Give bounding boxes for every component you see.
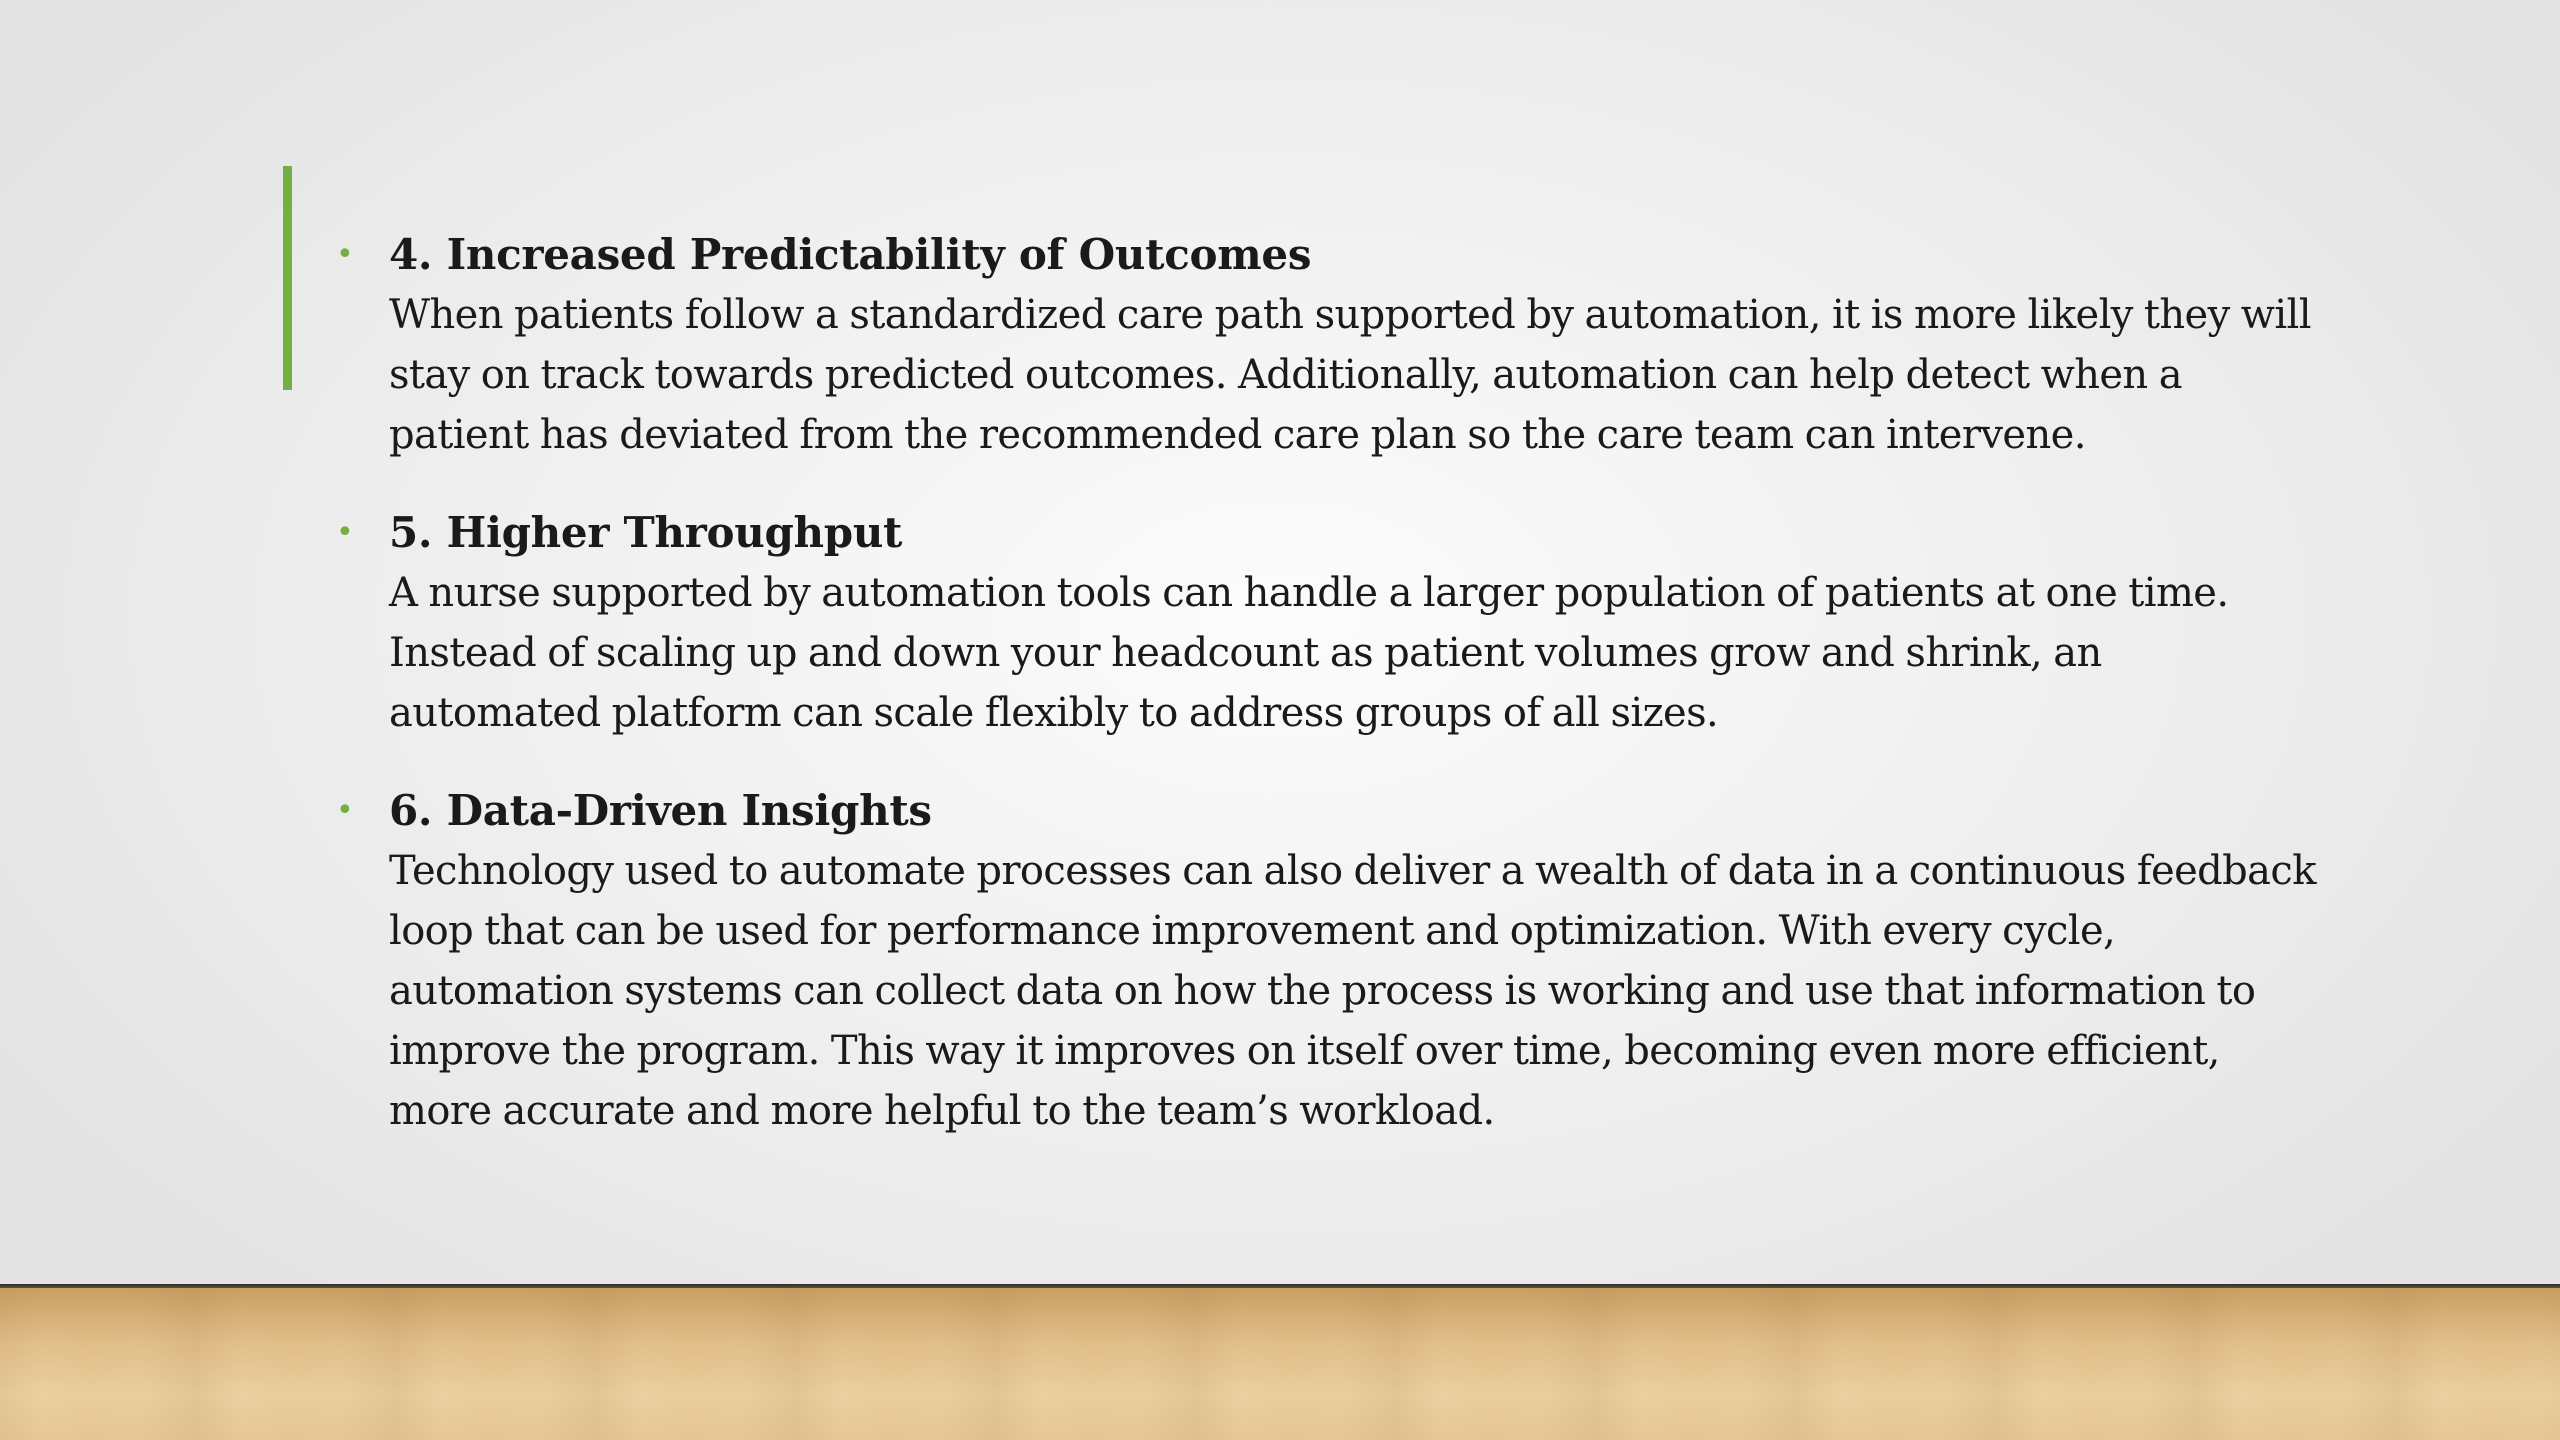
list-item: [336, 225, 2316, 465]
bullet-icon: •: [336, 515, 354, 550]
item-title: 6. Data-Driven Insights: [389, 786, 932, 835]
item-body: Technology used to automate processes can also deliver a wealth of data in a continuous feedback loop that can be used for performance improvement and optimization. With every cycle, automation systems can collect data on how the process is working and use that information to improve the program. This way it improves on itself over time, becoming even more efficient, more accurate and more helpful to the team’s workload.: [389, 848, 2316, 1134]
list-item: [336, 781, 2316, 1141]
accent-bar: [283, 166, 292, 390]
bullet-icon: •: [336, 793, 354, 828]
list-item: [336, 503, 2316, 743]
bullet-list: [336, 225, 2316, 1179]
wood-floor-background: [0, 1288, 2560, 1440]
item-body: When patients follow a standardized care path supported by automation, it is more likely they will stay on track towards predicted outcomes. Additionally, automation can help detect when a patient has deviated from the recommended care plan so the care team can intervene.: [389, 292, 2311, 458]
item-body: A nurse supported by automation tools can handle a larger population of patients at one time. Instead of scaling up and down your headcount as patient volumes grow and shrink, an automated platform can scale flexibly to address groups of all sizes.: [389, 570, 2229, 736]
bullet-icon: •: [336, 237, 354, 272]
item-title: 4. Increased Predictability of Outcomes: [389, 230, 1312, 279]
item-title: 5. Higher Throughput: [389, 508, 903, 557]
